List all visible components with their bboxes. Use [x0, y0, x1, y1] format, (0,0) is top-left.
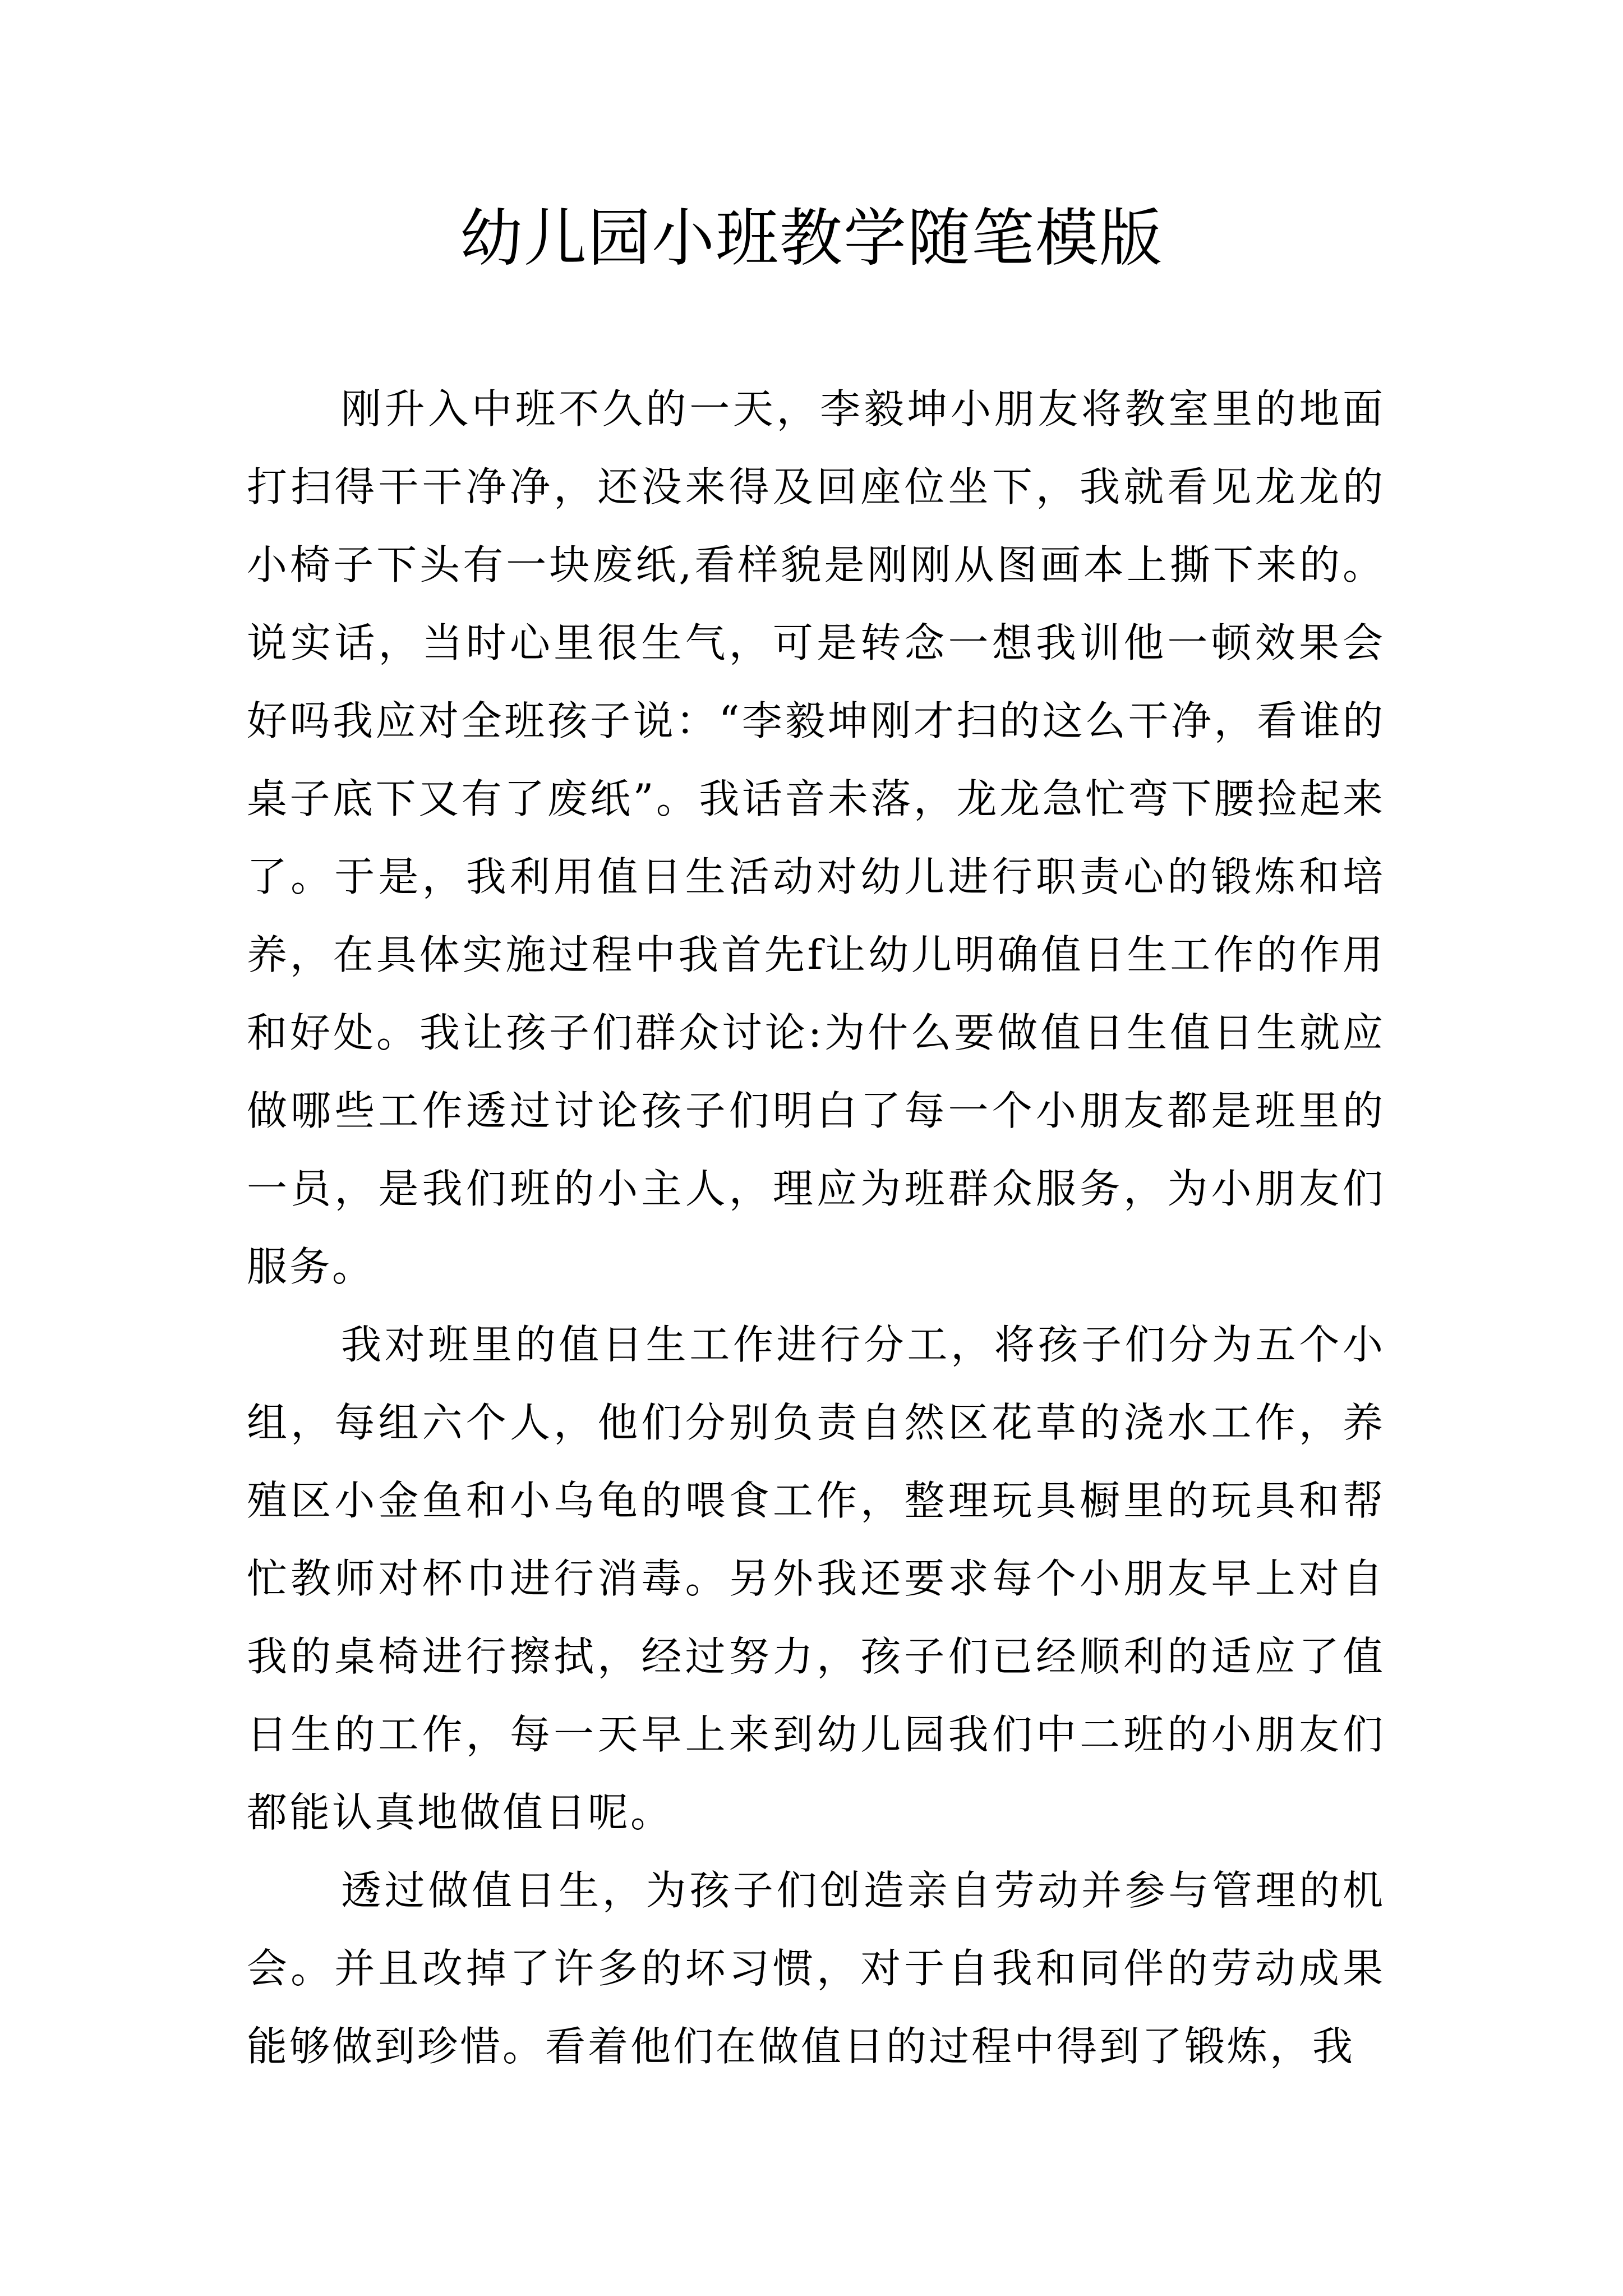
paragraph-3: 透过做值日生，为孩子们创造亲自劳动并参与管理的机会。并且改掉了许多的坏习惯，对于自我和同伴的劳动成果能够做到珍惜。看着他们在做值日的过程中得到了锻炼，我: [247, 1867, 1385, 2070]
document-body: [247, 370, 1385, 2086]
paragraph-1: 刚升入中班不久的一天，李毅坤小朋友将教室里的地面打扫得干干净净，还没来得及回座位坐下，我就看见龙龙的小椅子下头有一块废纸,看样貌是刚刚从图画本上撕下来的。说实话，当时心里很生气，可是转念一想我训他一顿效果会好吗我应对全班孩子说：“李毅坤刚才扫的这么干净，看谁的桌子底下又有了废纸”。我话音未落，龙龙急忙弯下腰捡起来了。于是，我利用值日生活动对幼儿进行职责心的锻炼和培养，在具体实施过程中我首先f让幼儿明确值日生工作的作用和好处。我让孩子们群众讨论:为什么要做值日生值日生就应做哪些工作透过讨论孩子们明白了每一个小朋友都是班里的一员，是我们班的小主人，理应为班群众服务，为小朋友们服务。: [247, 385, 1385, 1290]
document-title: 幼儿园小班教学随笔模版: [460, 202, 1163, 275]
paragraph-2: 我对班里的值日生工作进行分工，将孩子们分为五个小组，每组六个人，他们分别负责自然区花草的浇水工作，养殖区小金鱼和小乌龟的喂食工作，整理玩具橱里的玩具和帮忙教师对杯巾进行消毒。另外我还要求每个小朋友早上对自我的桌椅进行擦拭，经过努力，孩子们已经顺利的适应了值日生的工作，每一天早上来到幼儿园我们中二班的小朋友们都能认真地做值日呢。: [247, 1321, 1385, 1836]
